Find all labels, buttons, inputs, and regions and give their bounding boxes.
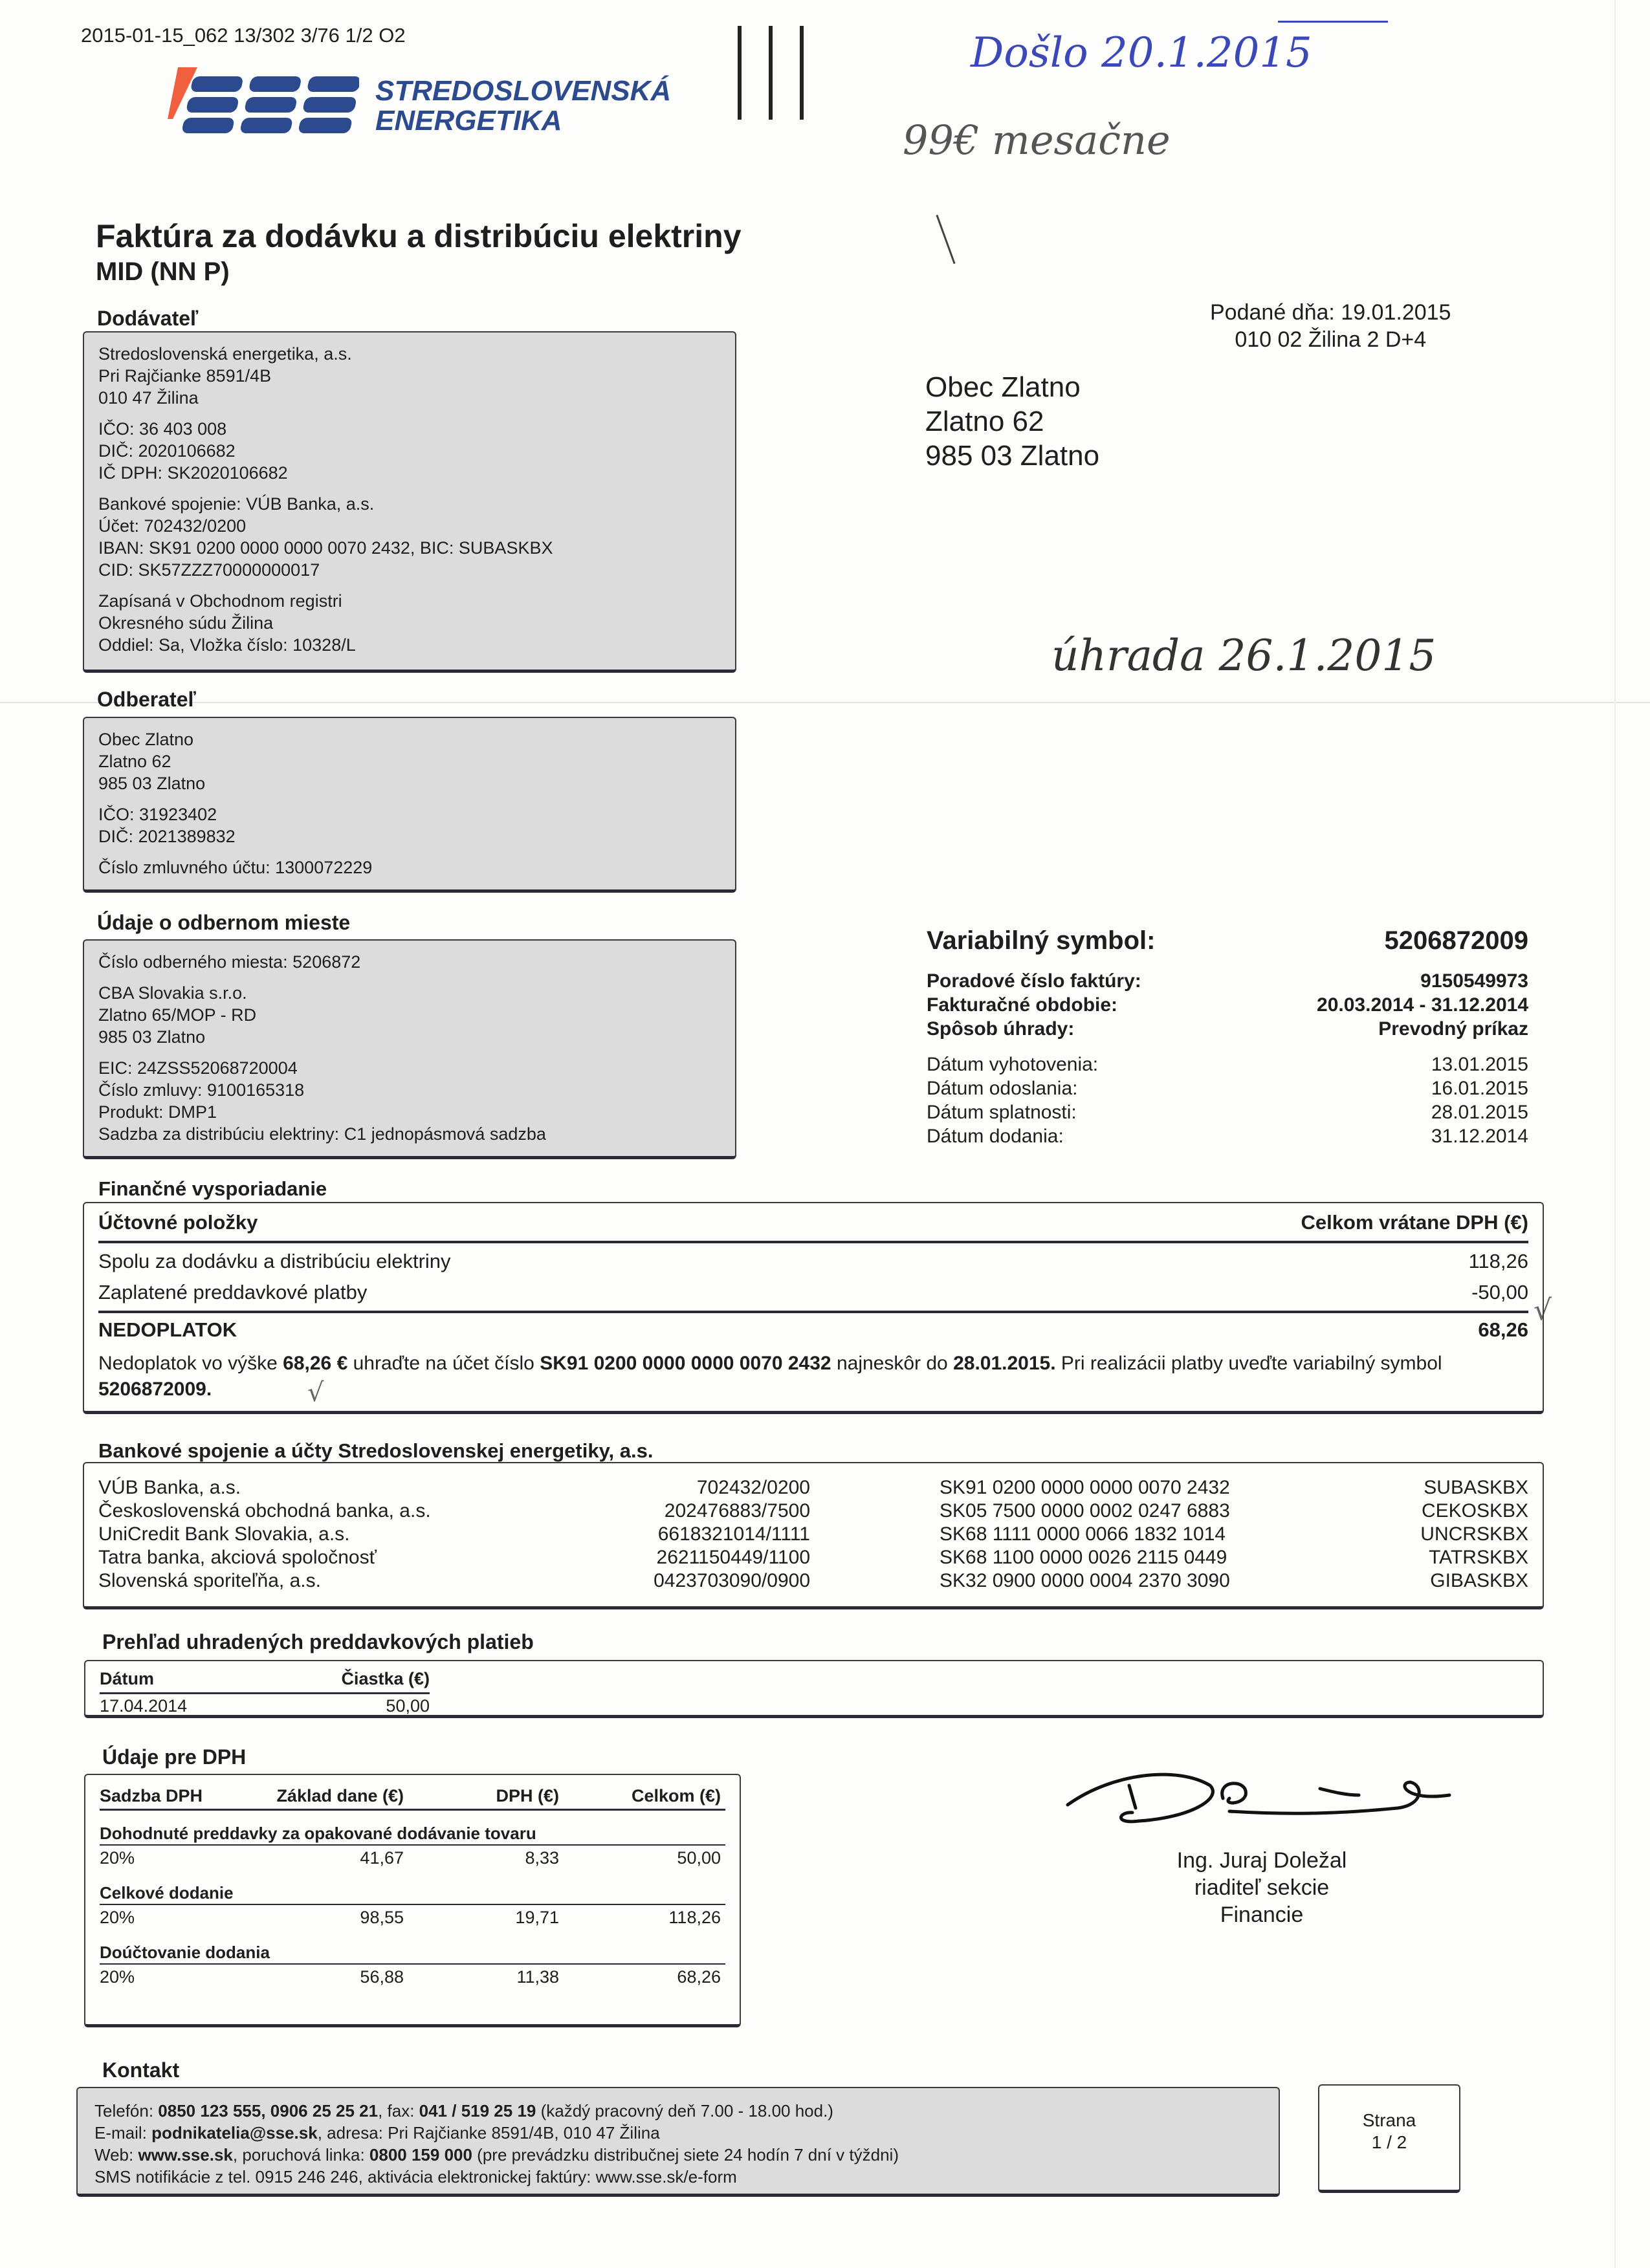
info-row bbox=[927, 993, 1528, 1017]
supplier-line: Oddiel: Sa, Vložka číslo: 10328/L bbox=[98, 635, 356, 655]
bank-iban: SK68 1111 0000 0066 1832 1014 bbox=[940, 1523, 1226, 1545]
delivery-line: Sadzba za distribúciu elektriny: C1 jednopásmová sadzba bbox=[98, 1124, 546, 1144]
barcode-bar bbox=[769, 26, 773, 120]
contact-line-web bbox=[94, 2144, 1262, 2166]
date-value: 16.01.2015 bbox=[1431, 1078, 1528, 1099]
settlement-item-value: 118,26 bbox=[1468, 1250, 1528, 1272]
settlement-total-label: NEDOPLATOK bbox=[98, 1318, 237, 1341]
settlement-item-label: Spolu za dodávku a distribúciu elektriny bbox=[98, 1250, 451, 1272]
info-label: Fakturačné obdobie: bbox=[927, 994, 1118, 1016]
vat-total: 68,26 bbox=[677, 1967, 721, 1987]
spacer bbox=[810, 1546, 940, 1569]
vat-row bbox=[100, 1965, 725, 1989]
vat-rate: 20% bbox=[100, 1908, 135, 1927]
postal-stamp bbox=[1210, 299, 1451, 353]
date-row bbox=[927, 1100, 1528, 1124]
settlement-item-label: Zaplatené preddavkové platby bbox=[98, 1281, 368, 1303]
bank-iban: SK05 7500 0000 0002 0247 6883 bbox=[940, 1500, 1230, 1521]
info-value: Prevodný príkaz bbox=[1378, 1018, 1528, 1040]
vat-col-rate: Sadzba DPH bbox=[100, 1786, 203, 1805]
handwritten-check: √ bbox=[307, 1378, 324, 1408]
advances-col-date: Dátum bbox=[100, 1669, 155, 1688]
fold-line bbox=[0, 702, 1650, 703]
vat-base: 56,88 bbox=[360, 1967, 404, 1987]
date-label: Dátum odoslania: bbox=[927, 1078, 1078, 1099]
contact-fault-note: (pre prevádzku distribučnej siete 24 hodín 7 dní v týždni) bbox=[472, 2145, 899, 2164]
settlement-item-value: -50,00 bbox=[1471, 1281, 1528, 1303]
note-text: Pri realizácii platby uveďte variabilný symbol bbox=[1055, 1353, 1442, 1374]
settlement-header-row bbox=[98, 1210, 1528, 1241]
logo-letters bbox=[181, 76, 359, 133]
info-value: 20.03.2014 - 31.12.2014 bbox=[1317, 994, 1528, 1016]
customer-heading: Odberateľ bbox=[97, 688, 196, 711]
label: Web: bbox=[94, 2145, 138, 2164]
page-value: 1 / 2 bbox=[1371, 2132, 1407, 2152]
supplier-line: Okresného súdu Žilina bbox=[98, 613, 274, 633]
customer-line: Zlatno 62 bbox=[98, 752, 171, 771]
date-value: 13.01.2015 bbox=[1431, 1054, 1528, 1075]
bank-account: 2621150449/1100 bbox=[656, 1547, 810, 1568]
contact-line-email bbox=[94, 2122, 1262, 2144]
info-row bbox=[927, 1017, 1528, 1041]
settlement-col-right: Celkom vrátane DPH (€) bbox=[1301, 1211, 1528, 1234]
vat-header-row bbox=[100, 1783, 725, 1811]
bank-row bbox=[98, 1569, 1528, 1593]
note-due-date: 28.01.2015. bbox=[953, 1353, 1056, 1374]
delivery-point-heading: Údaje o odbernom mieste bbox=[97, 911, 351, 934]
signatory-name: Ing. Juraj Doležal bbox=[1176, 1848, 1347, 1873]
banks-box bbox=[83, 1462, 1544, 1609]
bank-rows bbox=[98, 1476, 1528, 1593]
bank-iban: SK91 0200 0000 0000 0070 2432 bbox=[940, 1477, 1230, 1498]
supplier-line: IČO: 36 403 008 bbox=[98, 419, 227, 439]
company-logo bbox=[165, 63, 672, 141]
bank-name: UniCredit Bank Slovakia, a.s. bbox=[98, 1523, 350, 1545]
spacer bbox=[810, 1523, 940, 1546]
address-line: Obec Zlatno bbox=[925, 371, 1081, 403]
vat-group-title: Celkové dodanie bbox=[100, 1882, 725, 1905]
vat-row bbox=[100, 1905, 725, 1930]
bank-account: 6618321014/1111 bbox=[657, 1523, 810, 1545]
advances-header-row bbox=[100, 1668, 430, 1694]
postal-office: 010 02 Žilina 2 D+4 bbox=[1235, 327, 1427, 352]
page-label: Strana bbox=[1362, 2110, 1416, 2130]
barcode-bar bbox=[800, 26, 804, 120]
customer-line: IČO: 31923402 bbox=[98, 805, 217, 824]
customer-box bbox=[83, 717, 736, 893]
label: Telefón: bbox=[94, 2101, 159, 2121]
contact-line-phone bbox=[94, 2100, 1262, 2122]
bank-name: VÚB Banka, a.s. bbox=[98, 1477, 241, 1498]
date-row bbox=[927, 1052, 1528, 1076]
contact-hours: (každý pracovný deň 7.00 - 18.00 hod.) bbox=[536, 2101, 833, 2121]
banks-heading: Bankové spojenie a účty Stredoslovenskej energetiky, a.s. bbox=[98, 1439, 654, 1462]
vat-base: 98,55 bbox=[360, 1908, 404, 1927]
handwritten-received: Došlo 20.1.2015 bbox=[971, 29, 1312, 77]
bank-name: Slovenská sporiteľňa, a.s. bbox=[98, 1570, 321, 1591]
bank-bic: CEKOSKBX bbox=[1421, 1500, 1528, 1521]
contact-line-sms: SMS notifikácie z tel. 0915 246 246, aktivácia elektronickej faktúry: www.sse.sk/e-form bbox=[94, 2167, 737, 2186]
date-label: Dátum dodania: bbox=[927, 1126, 1064, 1147]
delivery-line: Zlatno 65/MOP - RD bbox=[98, 1005, 257, 1025]
note-text: Nedoplatok vo výške bbox=[98, 1353, 283, 1374]
supplier-line: Zapísaná v Obchodnom registri bbox=[98, 591, 342, 611]
vat-total: 118,26 bbox=[668, 1908, 721, 1927]
supplier-line: IBAN: SK91 0200 0000 0000 0070 2432, BIC: SUBASKBX bbox=[98, 538, 553, 558]
note-text: uhraďte na účet číslo bbox=[347, 1353, 540, 1374]
note-text: najneskôr do bbox=[831, 1353, 954, 1374]
vat-col-vat: DPH (€) bbox=[496, 1786, 559, 1805]
signatory-role: riaditeľ sekcie bbox=[1194, 1875, 1330, 1900]
supplier-line: 010 47 Žilina bbox=[98, 388, 199, 408]
supplier-line: CID: SK57ZZZ70000000017 bbox=[98, 560, 320, 580]
address-line: Zlatno 62 bbox=[925, 406, 1044, 437]
note-variable-symbol: 5206872009. bbox=[98, 1379, 212, 1400]
info-label: Spôsob úhrady: bbox=[927, 1018, 1075, 1040]
info-value: 9150549973 bbox=[1420, 970, 1528, 992]
vat-box bbox=[84, 1774, 741, 2027]
vat-total: 50,00 bbox=[677, 1848, 721, 1868]
handwritten-stroke bbox=[1278, 21, 1388, 23]
vat-row bbox=[100, 1846, 725, 1870]
bank-row bbox=[98, 1476, 1528, 1499]
vat-col-total: Celkom (€) bbox=[631, 1786, 721, 1805]
logo-text-line1: STREDOSLOVENSKÁ bbox=[375, 75, 672, 107]
customer-line: 985 03 Zlatno bbox=[98, 774, 206, 793]
customer-line: Obec Zlatno bbox=[98, 730, 194, 749]
bank-bic: GIBASKBX bbox=[1430, 1570, 1528, 1591]
delivery-line: Produkt: DMP1 bbox=[98, 1102, 217, 1122]
contact-heading: Kontakt bbox=[102, 2058, 180, 2082]
contact-fax: 041 / 519 25 19 bbox=[419, 2101, 536, 2121]
bank-iban: SK68 1100 0000 0026 2115 0449 bbox=[940, 1547, 1227, 1568]
supplier-line: Bankové spojenie: VÚB Banka, a.s. bbox=[98, 494, 375, 514]
supplier-line: Stredoslovenská energetika, a.s. bbox=[98, 344, 352, 364]
delivery-line: Číslo odberného miesta: 5206872 bbox=[98, 952, 361, 972]
delivery-line: CBA Slovakia s.r.o. bbox=[98, 983, 247, 1003]
info-label: Poradové číslo faktúry: bbox=[927, 970, 1141, 992]
settlement-total-row bbox=[98, 1313, 1528, 1347]
logo-text-line2: ENERGETIKA bbox=[375, 105, 562, 136]
settlement-heading: Finančné vysporiadanie bbox=[98, 1177, 327, 1200]
signatory-dept: Financie bbox=[1220, 1903, 1304, 1927]
contact-web-link[interactable]: www.sse.sk bbox=[138, 2145, 233, 2164]
bank-iban: SK32 0900 0000 0004 2370 3090 bbox=[940, 1570, 1230, 1591]
vat-amount: 11,38 bbox=[516, 1967, 559, 1987]
advance-amount: 50,00 bbox=[386, 1696, 430, 1716]
bank-row bbox=[98, 1546, 1528, 1569]
advances-box bbox=[84, 1660, 1544, 1718]
signature bbox=[1061, 1760, 1462, 1928]
supplier-line: Účet: 702432/0200 bbox=[98, 516, 247, 536]
settlement-col-left: Účtovné položky bbox=[98, 1211, 258, 1234]
contact-fault-line: 0800 159 000 bbox=[369, 2145, 472, 2164]
supplier-line: Pri Rajčianke 8591/4B bbox=[98, 366, 272, 386]
vat-group-title: Doúčtovanie dodania bbox=[100, 1941, 725, 1965]
scan-edge bbox=[1614, 0, 1616, 2268]
info-row bbox=[927, 969, 1528, 993]
label: E-mail: bbox=[94, 2123, 152, 2143]
vat-col-base: Základ dane (€) bbox=[276, 1786, 404, 1805]
contact-email-link[interactable]: podnikatelia@sse.sk bbox=[151, 2123, 318, 2143]
customer-line: Číslo zmluvného účtu: 1300072229 bbox=[98, 858, 373, 877]
spacer bbox=[810, 1569, 940, 1593]
supplier-line: IČ DPH: SK2020106682 bbox=[98, 463, 288, 483]
bank-bic: TATRSKBX bbox=[1429, 1547, 1528, 1568]
scan-header: 2015-01-15_062 13/302 3/76 1/2 O2 bbox=[81, 24, 406, 47]
delivery-point-box bbox=[83, 939, 736, 1159]
page-number-box bbox=[1318, 2084, 1460, 2193]
signature-scribble bbox=[1061, 1760, 1462, 1837]
address-line: 985 03 Zlatno bbox=[925, 440, 1100, 472]
settlement-box bbox=[83, 1202, 1544, 1414]
advances-row bbox=[100, 1694, 430, 1717]
note-amount: 68,26 € bbox=[283, 1353, 348, 1374]
delivery-line: Číslo zmluvy: 9100165318 bbox=[98, 1080, 305, 1100]
vat-base: 41,67 bbox=[360, 1848, 404, 1868]
contact-address: , adresa: Pri Rajčianke 8591/4B, 010 47 Žilina bbox=[317, 2123, 660, 2143]
bank-account: 702432/0200 bbox=[696, 1477, 810, 1498]
customer-line: DIČ: 2021389832 bbox=[98, 827, 236, 846]
variable-symbol-row bbox=[927, 924, 1528, 957]
label: , poruchová linka: bbox=[232, 2145, 369, 2164]
settlement-note bbox=[98, 1351, 1528, 1402]
bank-bic: SUBASKBX bbox=[1424, 1477, 1528, 1498]
date-row bbox=[927, 1076, 1528, 1100]
contact-phones[interactable]: 0850 123 555, 0906 25 25 21 bbox=[158, 2101, 379, 2121]
barcode-bar bbox=[738, 26, 742, 120]
spacer bbox=[810, 1476, 940, 1499]
vat-heading: Údaje pre DPH bbox=[102, 1745, 247, 1769]
vat-amount: 19,71 bbox=[515, 1908, 559, 1927]
recipient-address bbox=[925, 370, 1099, 473]
delivery-line: 985 03 Zlatno bbox=[98, 1027, 206, 1047]
contact-box bbox=[76, 2087, 1280, 2197]
settlement-item bbox=[98, 1277, 1528, 1311]
advance-date: 17.04.2014 bbox=[100, 1696, 188, 1716]
settlement-total-value: 68,26 bbox=[1478, 1318, 1528, 1341]
bank-row bbox=[98, 1499, 1528, 1523]
bank-bic: UNCRSKBX bbox=[1420, 1523, 1528, 1545]
handwritten-check: √ bbox=[1534, 1294, 1552, 1327]
spacer bbox=[810, 1499, 940, 1523]
invoice-info bbox=[927, 924, 1528, 1148]
supplier-box bbox=[83, 331, 736, 673]
bank-account: 202476883/7500 bbox=[664, 1500, 810, 1521]
vat-group-title: Dohodnuté preddavky za opakované dodávanie tovaru bbox=[100, 1822, 725, 1846]
bank-name: Tatra banka, akciová spoločnosť bbox=[98, 1547, 377, 1568]
advances-col-amount: Čiastka (€) bbox=[341, 1669, 430, 1688]
vat-groups bbox=[100, 1822, 725, 1989]
handwritten-monthly: 99€ mesačne bbox=[903, 116, 1171, 164]
sse-logo-mark bbox=[165, 63, 359, 141]
date-label: Dátum splatnosti: bbox=[927, 1102, 1077, 1123]
postal-submitted: Podané dňa: 19.01.2015 bbox=[1210, 300, 1451, 325]
bank-account: 0423703090/0900 bbox=[654, 1570, 810, 1591]
handwritten-mark bbox=[936, 215, 955, 264]
bank-row bbox=[98, 1523, 1528, 1546]
vat-amount: 8,33 bbox=[525, 1848, 559, 1868]
settlement-item bbox=[98, 1246, 1528, 1277]
bank-name: Československá obchodná banka, a.s. bbox=[98, 1500, 431, 1521]
date-value: 28.01.2015 bbox=[1431, 1102, 1528, 1123]
date-label: Dátum vyhotovenia: bbox=[927, 1054, 1099, 1075]
date-row bbox=[927, 1124, 1528, 1148]
variable-symbol-label: Variabilný symbol: bbox=[927, 926, 1156, 955]
vat-rate: 20% bbox=[100, 1967, 135, 1987]
label: , fax: bbox=[378, 2101, 419, 2121]
delivery-line: EIC: 24ZSS52068720004 bbox=[98, 1058, 298, 1078]
supplier-line: DIČ: 2020106682 bbox=[98, 441, 236, 461]
handwritten-paid: úhrada 26.1.2015 bbox=[1051, 631, 1436, 681]
note-iban: SK91 0200 0000 0000 0070 2432 bbox=[540, 1353, 831, 1374]
vat-rate: 20% bbox=[100, 1848, 135, 1868]
supplier-heading: Dodávateľ bbox=[97, 307, 199, 330]
invoice-title: Faktúra za dodávku a distribúciu elektriny bbox=[96, 218, 742, 254]
date-value: 31.12.2014 bbox=[1431, 1126, 1528, 1147]
advances-heading: Prehľad uhradených preddavkových platieb bbox=[102, 1630, 534, 1653]
invoice-subtitle: MID (NN P) bbox=[96, 257, 230, 286]
variable-symbol-value: 5206872009 bbox=[1384, 926, 1528, 955]
